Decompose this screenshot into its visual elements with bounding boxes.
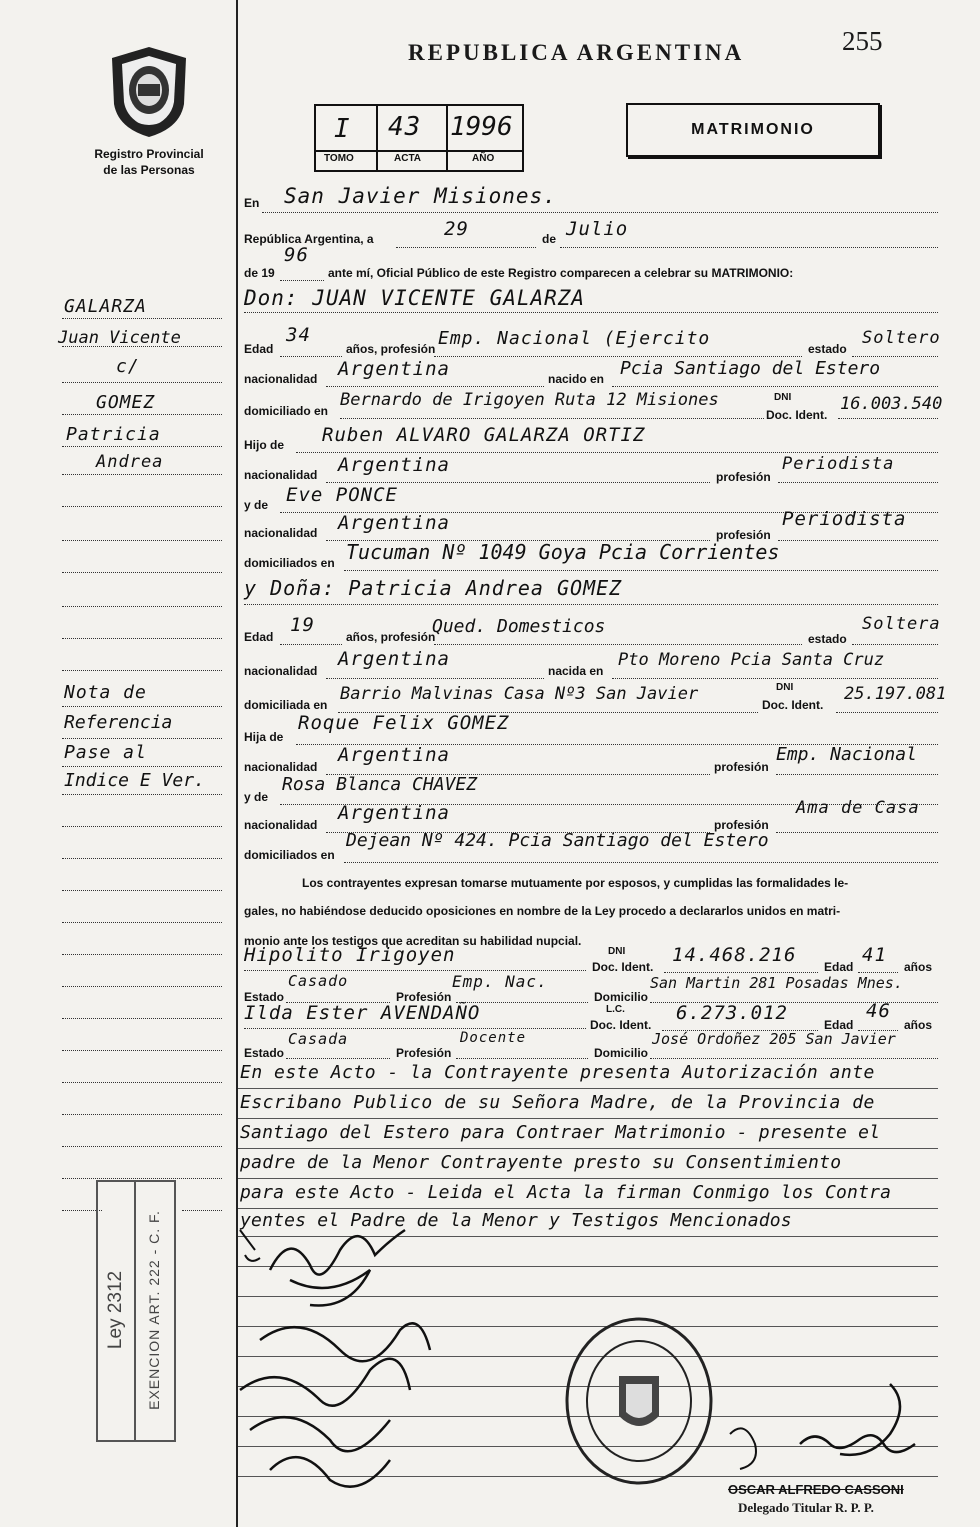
official-name: OSCAR ALFREDO CASSONI xyxy=(728,1482,904,1497)
witness-1-edad: 41 xyxy=(862,944,887,966)
groom-estado-label: estado xyxy=(808,342,847,356)
registry-crest-icon xyxy=(106,44,192,140)
witness-2-edad: 46 xyxy=(866,1000,891,1022)
witness-1-estado: Casado xyxy=(288,972,349,990)
acta-label: ACTA xyxy=(394,153,422,164)
groom-mother-nac-label: nacionalidad xyxy=(244,526,318,540)
groom-edad: 34 xyxy=(286,324,311,346)
groom-mother-prof-label: profesión xyxy=(716,528,771,542)
bride-mother-nacionalidad: Argentina xyxy=(338,802,450,824)
bride-mother-profesion: Ama de Casa xyxy=(796,798,920,818)
margin-name-5: Andrea xyxy=(96,452,164,472)
bride-domiciliada-label: domiciliada en xyxy=(244,698,328,712)
marriage-place: San Javier Misiones. xyxy=(284,184,557,208)
year-prefix: de 19 xyxy=(244,266,275,280)
bride-father-profesion: Emp. Nacional xyxy=(776,744,917,765)
groom-heading: Don: JUAN VICENTE GALARZA xyxy=(244,286,586,310)
registry-line-1: Registro Provincial xyxy=(94,147,204,161)
registry-line-2: de las Personas xyxy=(103,163,195,177)
margin-note-0: Nota de xyxy=(64,682,147,703)
groom-yde-label: y de xyxy=(244,498,269,512)
bride-nacida-label: nacida en xyxy=(548,664,604,678)
groom-domiciliados-label: domiciliados en xyxy=(244,556,335,570)
marriage-year: 96 xyxy=(284,244,309,266)
groom-father-nacionalidad: Argentina xyxy=(338,454,450,476)
bride-father-nacionalidad: Argentina xyxy=(338,744,450,766)
bride-father-prof-label: profesión xyxy=(714,760,769,774)
bride-yde-label: y de xyxy=(244,790,269,804)
witness-1-name: Hipolito Irigoyen xyxy=(244,944,456,966)
declaration-line-1: Los contrayentes expresan tomarse mutuamente por esposos, y cumplidas las formalidades le- xyxy=(302,876,849,890)
witness-1-anos-label: años xyxy=(904,960,933,974)
witness-2-anos-label: años xyxy=(904,1018,933,1032)
groom-mother: Eve PONCE xyxy=(286,484,398,506)
de-label: de xyxy=(542,232,557,246)
marriage-day: 29 xyxy=(444,218,469,240)
margin-name-1: Juan Vicente xyxy=(58,328,181,348)
groom-doc-label: Doc. Ident. xyxy=(766,408,828,422)
bride-domicilio: Barrio Malvinas Casa Nº3 San Javier xyxy=(340,684,699,704)
en-label: En xyxy=(244,196,260,210)
bride-nacionalidad-label: nacionalidad xyxy=(244,664,318,678)
witness-2-edad-label: Edad xyxy=(824,1018,854,1032)
ley-text: Ley 2312 xyxy=(105,1270,126,1350)
bride-estado-label: estado xyxy=(808,632,847,646)
bride-nacida: Pto Moreno Pcia Santa Cruz xyxy=(618,650,885,670)
record-type-box xyxy=(626,103,880,157)
exencion-text: EXENCION ART. 222 - C. F. xyxy=(146,1210,162,1410)
registry-seal xyxy=(564,1316,714,1486)
groom-father-nac-label: nacionalidad xyxy=(244,468,318,482)
witness-2-doc: 6.273.012 xyxy=(676,1002,788,1024)
bride-doc: 25.197.081 xyxy=(844,684,947,704)
witness-1-domicilio-label: Domicilio xyxy=(594,990,649,1004)
bride-father: Roque Felix GOMEZ xyxy=(298,712,510,734)
groom-domiciliado-label: domiciliado en xyxy=(244,404,329,418)
marriage-month: Julio xyxy=(566,218,629,240)
margin-name-4: Patricia xyxy=(66,424,161,445)
acta-value: 43 xyxy=(388,112,422,142)
margin-name-2: c/ xyxy=(116,356,140,377)
bride-parents-domicilio: Dejean Nº 424. Pcia Santiago del Estero xyxy=(346,830,769,851)
margin-note-2: Pase al xyxy=(64,742,147,763)
tax-exemption-stamp xyxy=(96,1180,176,1442)
tomo-label: TOMO xyxy=(324,153,354,164)
groom-doc: 16.003.540 xyxy=(840,394,943,414)
groom-parents-domicilio: Tucuman Nº 1049 Goya Pcia Corrientes xyxy=(346,540,780,564)
margin-note-1: Referencia xyxy=(64,712,173,733)
signatures xyxy=(200,1210,480,1510)
bride-hija-label: Hija de xyxy=(244,730,284,744)
bride-anos-profesion: años, profesión xyxy=(346,630,436,644)
notes-line-6: yentes el Padre de la Menor y Testigos Mencionados xyxy=(240,1210,792,1231)
bride-mother-prof-label: profesión xyxy=(714,818,769,832)
witness-2-name: Ilda Ester AVENDAÑO xyxy=(244,1002,481,1024)
bride-edad-label: Edad xyxy=(244,630,274,644)
declaration-line-3: monio ante los testigos que acreditan su habilidad nupcial. xyxy=(244,934,582,948)
notes-line-3: Santiago del Estero para Contraer Matrimonio - presente el xyxy=(240,1122,881,1143)
notes-line-5: para este Acto - Leida el Acta la firman Conmigo los Contra xyxy=(240,1182,892,1203)
groom-mother-nacionalidad: Argentina xyxy=(338,512,450,534)
groom-nacido: Pcia Santiago del Estero xyxy=(620,358,881,379)
page-number: 255 xyxy=(842,26,883,56)
margin-name-3: GOMEZ xyxy=(96,392,156,413)
notes-line-2: Escribano Publico de su Señora Madre, de la Provincia de xyxy=(240,1092,875,1113)
bride-domiciliados-label: domiciliados en xyxy=(244,848,335,862)
bride-dni-prefix: DNI xyxy=(776,682,794,693)
witness-2-doc-label: Doc. Ident. xyxy=(590,1018,652,1032)
tomo-value: I xyxy=(334,114,351,144)
witness-1-doc-type: DNI xyxy=(608,946,626,957)
groom-domicilio: Bernardo de Irigoyen Ruta 12 Misiones xyxy=(340,390,719,410)
witness-1-prof-label: Profesión xyxy=(396,990,452,1004)
witness-2-prof-label: Profesión xyxy=(396,1046,452,1060)
witness-1-doc-label: Doc. Ident. xyxy=(592,960,654,974)
margin-note-3: Indice E Ver. xyxy=(64,770,205,791)
notes-line-1: En este Acto - la Contrayente presenta Autorización ante xyxy=(240,1062,875,1083)
declaration-line-2: gales, no habiéndose deducido oposiciones en nombre de la Ley procedo a declararlos unidos en matri- xyxy=(244,904,841,918)
witness-1-doc: 14.468.216 xyxy=(672,944,797,966)
witness-2-estado: Casada xyxy=(288,1030,349,1048)
groom-profesion: Emp. Nacional (Ejercito xyxy=(438,328,711,349)
witness-1-estado-label: Estado xyxy=(244,990,285,1004)
bride-doc-label: Doc. Ident. xyxy=(762,698,824,712)
ano-label: AÑO xyxy=(472,153,495,164)
bride-mother: Rosa Blanca CHAVEZ xyxy=(282,774,478,795)
bride-father-nac-label: nacionalidad xyxy=(244,760,318,774)
witness-1-domicilio: San Martin 281 Posadas Mnes. xyxy=(650,974,903,992)
groom-father: Ruben ALVARO GALARZA ORTIZ xyxy=(322,424,646,446)
margin-name-0: GALARZA xyxy=(64,296,147,317)
groom-father-profesion: Periodista xyxy=(782,454,895,474)
groom-mother-profesion: Periodista xyxy=(782,508,907,530)
witness-2-doc-type: L.C. xyxy=(606,1004,625,1015)
bride-edad: 19 xyxy=(290,614,315,636)
bride-nacionalidad: Argentina xyxy=(338,648,450,670)
bride-mother-nac-label: nacionalidad xyxy=(244,818,318,832)
bride-heading: y Doña: Patricia Andrea GOMEZ xyxy=(244,576,623,600)
official-signature xyxy=(720,1374,940,1484)
witness-1-profesion: Emp. Nac. xyxy=(452,972,548,991)
witness-2-domicilio: José Ordoñez 205 San Javier xyxy=(652,1030,896,1048)
witness-1-edad-label: Edad xyxy=(824,960,854,974)
record-type: MATRIMONIO xyxy=(691,121,815,138)
record-index-box xyxy=(314,104,524,172)
witness-2-estado-label: Estado xyxy=(244,1046,285,1060)
ante-text: ante mí, Oficial Público de este Registro comparecen a celebrar su MATRIMONIO: xyxy=(328,266,794,280)
official-title: Delegado Titular R. P. P. xyxy=(738,1500,874,1515)
groom-anos-profesion: años, profesión xyxy=(346,342,436,356)
ano-value: 1996 xyxy=(450,112,513,142)
groom-estado: Soltero xyxy=(862,328,941,348)
republica-label: República Argentina, a xyxy=(244,232,374,246)
groom-nacionalidad: Argentina xyxy=(338,358,450,380)
registry-name xyxy=(74,146,224,178)
groom-nacionalidad-label: nacionalidad xyxy=(244,372,318,386)
witness-2-profesion: Docente xyxy=(460,1030,527,1046)
notes-line-4: padre de la Menor Contrayente presto su Consentimiento xyxy=(240,1152,842,1173)
witness-2-domicilio-label: Domicilio xyxy=(594,1046,649,1060)
bride-estado: Soltera xyxy=(862,614,941,634)
groom-nacido-label: nacido en xyxy=(548,372,605,386)
groom-edad-label: Edad xyxy=(244,342,274,356)
groom-hijo-label: Hijo de xyxy=(244,438,285,452)
groom-father-prof-label: profesión xyxy=(716,470,771,484)
document-title: REPUBLICA ARGENTINA xyxy=(408,40,745,65)
bride-profesion: Qued. Domesticos xyxy=(432,616,606,637)
groom-dni-prefix: DNI xyxy=(774,392,792,403)
